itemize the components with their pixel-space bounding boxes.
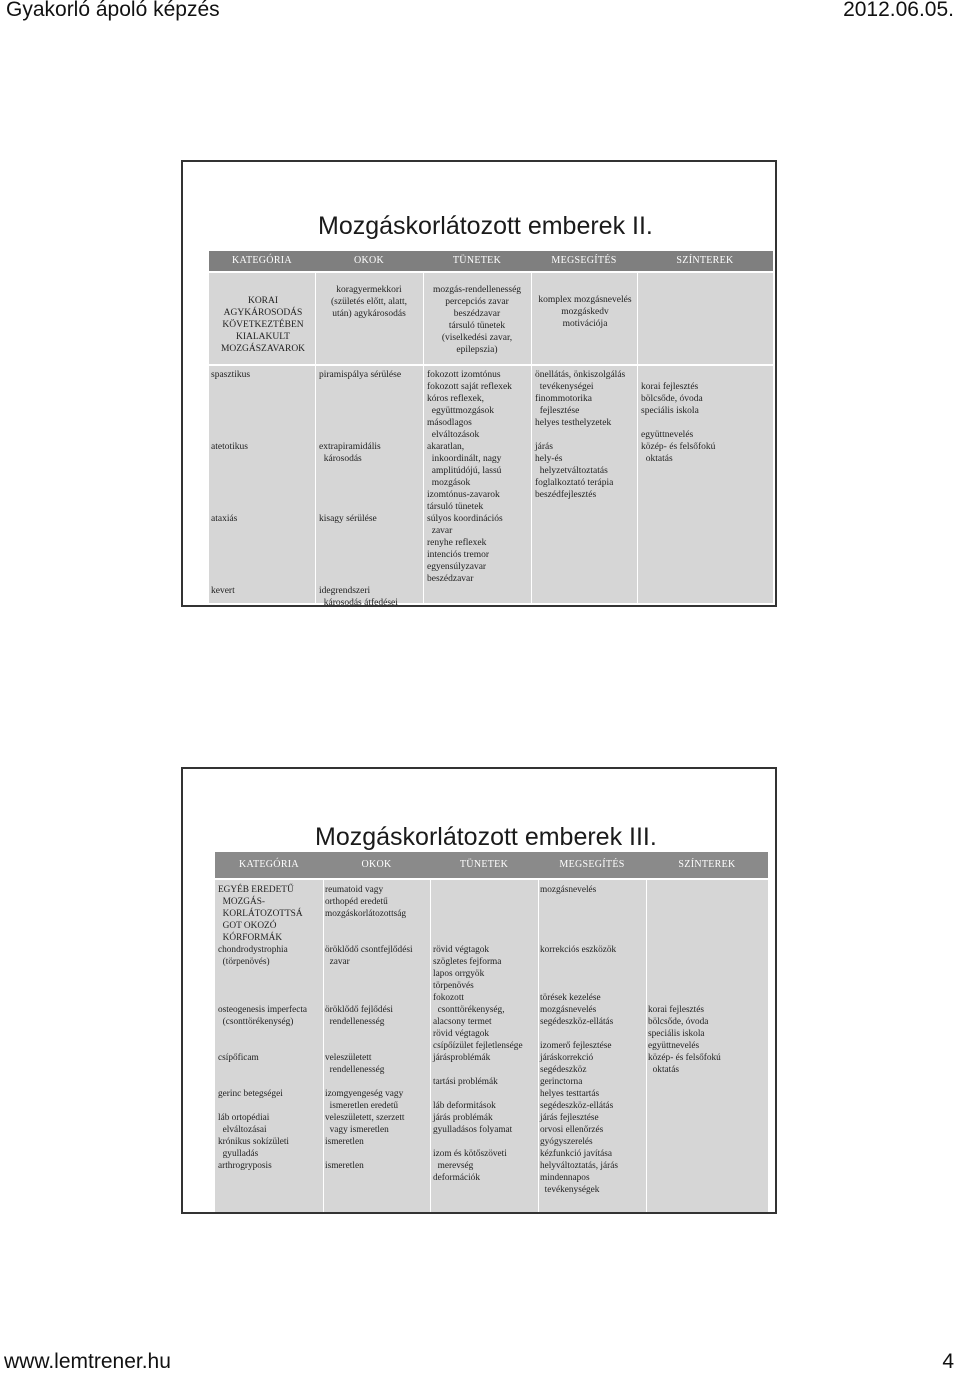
- column-header-tunetek: TÜNETEK: [459, 859, 509, 870]
- table-cell-symptoms: súlyos koordinációs zavar renyhe reflexek intenciós tremor egyensúlyzavar beszédzavar: [427, 514, 503, 584]
- row-divider: [209, 271, 773, 273]
- header-course-title: Gyakorló ápoló képzés: [6, 0, 220, 21]
- table-cell-symptoms: mozgás-rendellenesség percepciós zavar beszédzavar társuló tünetek (viselkedési zavar, epilepszia): [432, 285, 522, 355]
- table-cell-symptoms: rövid végtagok szögletes fejforma lapos orrgyök törpenövés fokozott csonttörékenység, alacsony termet rövid végtagok csípőízület fejletlensége járásproblémák tartási problémák láb deformitások járás problémák gyulladásos folyamat izom és kötőszöveti merevség deformációk: [433, 945, 523, 1183]
- table-cell-category: ataxiás: [211, 514, 238, 524]
- column-header-megsegites: MEGSEGÍTÉS: [551, 255, 617, 266]
- column-divider: [646, 878, 647, 1212]
- table-cell-causes: idegrendszeri károsodás átfedései: [319, 586, 398, 608]
- column-header-okok: OKOK: [361, 859, 392, 870]
- table-cell-settings: korai fejlesztés bölcsőde, óvoda speciális iskola együttnevelés közép- és felsőfokú oktatás: [648, 1005, 721, 1075]
- slide-mozgaskorlatozott-3: [181, 767, 777, 1214]
- column-divider: [315, 271, 316, 603]
- page-header: [0, 0, 960, 30]
- column-divider: [531, 271, 532, 603]
- column-divider: [323, 878, 324, 1212]
- table-cell-category: KORAI AGYKÁROSODÁS KÖVETKEZTÉBEN KIALAKULT MOZGÁSZAVAROK: [220, 296, 306, 354]
- footer-website: www.lemtrener.hu: [4, 1350, 171, 1373]
- row-divider: [215, 878, 768, 880]
- table-cell-support: komplex mozgásnevelés mozgáskedv motivációja: [538, 295, 632, 329]
- column-header-kategoria: KATEGÓRIA: [232, 255, 292, 266]
- column-divider: [538, 878, 539, 1212]
- slide-title: Mozgáskorlátozott emberek III.: [315, 823, 657, 851]
- table-cell-causes: kisagy sérülése: [319, 514, 377, 524]
- table-cell-symptoms: akaratlan, inkoordinált, nagy amplitúdójú, lassú mozgások izomtónus-zavarok társuló tünetek: [427, 442, 502, 512]
- column-header-okok: OKOK: [353, 255, 385, 266]
- table-cell-causes: extrapiramidális károsodás: [319, 442, 381, 464]
- column-header-kategoria: KATEGÓRIA: [239, 859, 299, 870]
- column-header-szinterek: SZÍNTEREK: [678, 859, 736, 870]
- column-divider: [637, 271, 638, 603]
- slide-table: [215, 852, 768, 1212]
- table-header-row: [215, 852, 768, 878]
- header-date: 2012.06.05.: [843, 0, 954, 21]
- table-cell-category: kevert: [211, 586, 235, 596]
- table-header-row: [209, 251, 773, 271]
- table-cell-causes: koragyermekkori (születés előtt, alatt, után) agykárosodás: [331, 285, 407, 319]
- column-header-megsegites: MEGSEGÍTÉS: [559, 859, 625, 870]
- table-cell-category: EGYÉB EREDETŰ MOZGÁS- KORLÁTOZOTTSÁ GOT OKOZÓ KÓRFORMÁK chondrodystrophia (törpenövés) osteogenesis imperfecta (csonttörékenység) csípőficam gerinc betegségei láb ortopédiai elváltozásai krónikus sokízületi gyulladás arthrogryposis: [218, 885, 308, 1171]
- column-divider: [423, 271, 424, 603]
- column-header-szinterek: SZÍNTEREK: [676, 255, 734, 266]
- table-cell-category: spasztikus: [211, 370, 251, 380]
- table-cell-symptoms: fokozott izomtónus fokozott saját reflexek kóros reflexek, együttmozgások másodlagos elváltozások: [427, 370, 512, 440]
- slide-mozgaskorlatozott-2: [181, 160, 777, 607]
- table-cell-support: mozgásnevelés korrekciós eszközök törések kezelése mozgásnevelés segédeszköz-ellátás izomerő fejlesztése járáskorrekció segédeszköz gerinctorna helyes testtartás segédeszköz-ellátás járás fejlesztése orvosi ellenőrzés gyógyszerelés kézfunkció javítása helyváltoztatás, járás mindennapos tevékenységek: [540, 885, 618, 1195]
- table-cell-support: önellátás, önkiszolgálás tevékenységei finommotorika fejlesztése helyes testhelyzetek járás hely-és helyzetváltoztatás foglalkoztató terápia beszédfejlesztés: [535, 370, 626, 500]
- slide-table: [209, 251, 773, 608]
- table-cell-causes: piramispálya sérülése: [319, 370, 402, 380]
- column-divider: [430, 878, 431, 1212]
- table-cell-category: atetotikus: [211, 442, 248, 452]
- row-divider: [209, 364, 773, 366]
- footer-page-number: 4: [942, 1350, 954, 1373]
- table-cell-causes: reumatoid vagy orthopéd eredetű mozgáskorlátozottság öröklődő csontfejlődési zavar öröklődő fejlődési rendellenesség veleszületett rendellenesség izomgyengeség vagy ismeretlen eredetű veleszületett, szerzett vagy ismeretlen ismeretlen ismeretlen: [325, 885, 413, 1171]
- table-cell-settings: korai fejlesztés bölcsőde, óvoda speciális iskola együttnevelés közép- és felsőfokú oktatás: [641, 382, 716, 464]
- column-header-tunetek: TÜNETEK: [452, 255, 502, 266]
- slide-title: Mozgáskorlátozott emberek II.: [318, 212, 653, 240]
